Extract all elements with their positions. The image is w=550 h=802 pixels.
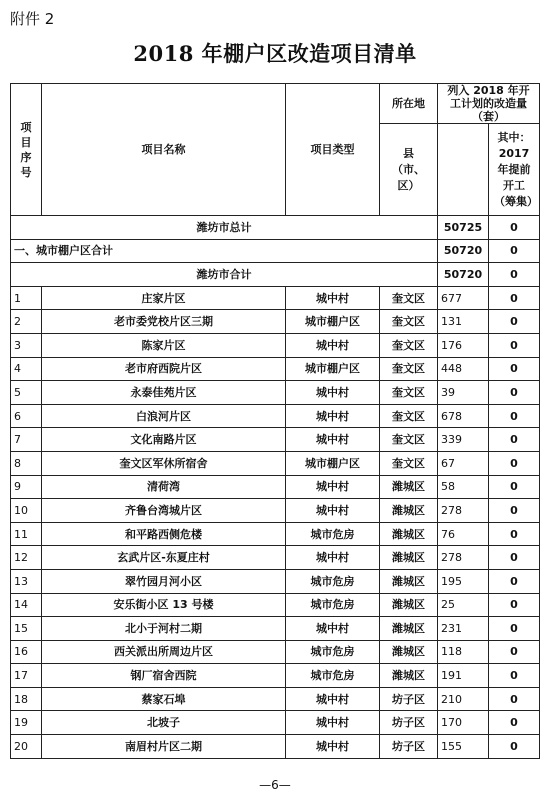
table-row [11, 711, 540, 735]
project-total: 67 [438, 451, 489, 475]
table-row [11, 475, 540, 499]
table-row [11, 451, 540, 475]
row-number: 14 [11, 593, 42, 617]
table-row [11, 404, 540, 428]
project-total: 278 [438, 499, 489, 523]
project-name: 安乐街小区 13 号楼 [42, 593, 286, 617]
project-county: 潍城区 [380, 522, 438, 546]
project-county: 潍城区 [380, 499, 438, 523]
project-total: 155 [438, 735, 489, 759]
project-early: 0 [489, 522, 540, 546]
project-county: 潍城区 [380, 617, 438, 641]
project-type: 城市危房 [286, 664, 380, 688]
table-row [11, 381, 540, 405]
table-row [11, 617, 540, 641]
project-type: 城中村 [286, 428, 380, 452]
project-name: 南眉村片区二期 [42, 735, 286, 759]
project-total: 131 [438, 310, 489, 334]
row-number: 5 [11, 381, 42, 405]
project-total: 170 [438, 711, 489, 735]
project-type: 城市危房 [286, 593, 380, 617]
table-row [11, 286, 540, 310]
project-early: 0 [489, 617, 540, 641]
project-name: 齐鲁台湾城片区 [42, 499, 286, 523]
project-name: 白浪河片区 [42, 404, 286, 428]
header-seq: 项目序号 [11, 84, 42, 216]
header-plan-total [438, 124, 489, 216]
project-total: 76 [438, 522, 489, 546]
summary-row [11, 216, 540, 240]
row-number: 19 [11, 711, 42, 735]
project-total: 448 [438, 357, 489, 381]
project-county: 奎文区 [380, 381, 438, 405]
project-name: 钢厂宿舍西院 [42, 664, 286, 688]
project-name: 玄武片区-东夏庄村 [42, 546, 286, 570]
project-early: 0 [489, 357, 540, 381]
row-number: 1 [11, 286, 42, 310]
project-total: 195 [438, 569, 489, 593]
project-type: 城中村 [286, 711, 380, 735]
project-name: 庄家片区 [42, 286, 286, 310]
header-location-county: 县（市、区） [380, 124, 438, 216]
table-row [11, 428, 540, 452]
project-county: 潍城区 [380, 664, 438, 688]
project-county: 奎文区 [380, 310, 438, 334]
project-early: 0 [489, 711, 540, 735]
project-total: 176 [438, 333, 489, 357]
row-number: 16 [11, 640, 42, 664]
project-name: 蔡家石埠 [42, 687, 286, 711]
project-early: 0 [489, 381, 540, 405]
project-total: 278 [438, 546, 489, 570]
project-early: 0 [489, 640, 540, 664]
summary-early: 0 [489, 263, 540, 287]
project-early: 0 [489, 428, 540, 452]
project-early: 0 [489, 451, 540, 475]
project-name: 北小于河村二期 [42, 617, 286, 641]
row-number: 11 [11, 522, 42, 546]
project-name: 清荷湾 [42, 475, 286, 499]
summary-early: 0 [489, 239, 540, 263]
project-early: 0 [489, 569, 540, 593]
project-early: 0 [489, 286, 540, 310]
summary-row [11, 263, 540, 287]
project-name: 西关派出所周边片区 [42, 640, 286, 664]
project-county: 潍城区 [380, 569, 438, 593]
row-number: 2 [11, 310, 42, 334]
row-number: 13 [11, 569, 42, 593]
project-name: 奎文区军休所宿舍 [42, 451, 286, 475]
summary-early: 0 [489, 216, 540, 240]
project-early: 0 [489, 546, 540, 570]
row-number: 6 [11, 404, 42, 428]
project-total: 678 [438, 404, 489, 428]
row-number: 17 [11, 664, 42, 688]
summary-label: 潍坊市合计 [11, 263, 438, 287]
project-county: 奎文区 [380, 333, 438, 357]
row-number: 12 [11, 546, 42, 570]
row-number: 4 [11, 357, 42, 381]
table-row [11, 357, 540, 381]
project-type: 城市危房 [286, 522, 380, 546]
table-row [11, 499, 540, 523]
project-name: 北坡子 [42, 711, 286, 735]
summary-total: 50720 [438, 263, 489, 287]
header-plan-sub: 其中：2017 年提前开工（筹集） [489, 124, 540, 216]
project-county: 奎文区 [380, 451, 438, 475]
row-number: 7 [11, 428, 42, 452]
project-total: 25 [438, 593, 489, 617]
project-total: 191 [438, 664, 489, 688]
row-number: 10 [11, 499, 42, 523]
project-type: 城市危房 [286, 640, 380, 664]
table-row [11, 687, 540, 711]
page-title: 2018 年棚户区改造项目清单 [133, 41, 417, 66]
project-name: 陈家片区 [42, 333, 286, 357]
project-county: 坊子区 [380, 687, 438, 711]
project-early: 0 [489, 475, 540, 499]
project-type: 城中村 [286, 499, 380, 523]
project-type: 城中村 [286, 546, 380, 570]
project-county: 潍城区 [380, 546, 438, 570]
row-number: 8 [11, 451, 42, 475]
project-type: 城市棚户区 [286, 451, 380, 475]
project-early: 0 [489, 687, 540, 711]
project-total: 58 [438, 475, 489, 499]
project-early: 0 [489, 735, 540, 759]
table-row [11, 735, 540, 759]
table-row [11, 664, 540, 688]
project-type: 城中村 [286, 404, 380, 428]
row-number: 3 [11, 333, 42, 357]
row-number: 15 [11, 617, 42, 641]
project-name: 翠竹园月河小区 [42, 569, 286, 593]
project-early: 0 [489, 499, 540, 523]
project-county: 潍城区 [380, 475, 438, 499]
project-type: 城中村 [286, 617, 380, 641]
header-type: 项目类型 [286, 84, 380, 216]
project-total: 118 [438, 640, 489, 664]
table-row [11, 640, 540, 664]
project-type: 城市棚户区 [286, 357, 380, 381]
project-total: 210 [438, 687, 489, 711]
summary-row [11, 239, 540, 263]
project-county: 奎文区 [380, 428, 438, 452]
project-name: 和平路西侧危楼 [42, 522, 286, 546]
header-plan-group: 列入 2018 年开工计划的改造量（套） [438, 84, 540, 124]
project-county: 潍城区 [380, 593, 438, 617]
project-early: 0 [489, 404, 540, 428]
project-total: 677 [438, 286, 489, 310]
table-row [11, 333, 540, 357]
project-type: 城中村 [286, 475, 380, 499]
project-total: 231 [438, 617, 489, 641]
table-row [11, 593, 540, 617]
project-county: 坊子区 [380, 711, 438, 735]
project-county: 奎文区 [380, 286, 438, 310]
row-number: 9 [11, 475, 42, 499]
table-row [11, 522, 540, 546]
project-early: 0 [489, 333, 540, 357]
project-name: 老市委党校片区三期 [42, 310, 286, 334]
project-name: 老市府西院片区 [42, 357, 286, 381]
summary-total: 50720 [438, 239, 489, 263]
row-number: 18 [11, 687, 42, 711]
project-type: 城中村 [286, 333, 380, 357]
project-county: 潍城区 [380, 640, 438, 664]
header-location-group: 所在地 [380, 84, 438, 124]
attachment-label: 附件 2 [10, 10, 55, 28]
project-type: 城中村 [286, 735, 380, 759]
table-row [11, 546, 540, 570]
table-row [11, 569, 540, 593]
project-name: 文化南路片区 [42, 428, 286, 452]
project-county: 奎文区 [380, 357, 438, 381]
project-type: 城中村 [286, 286, 380, 310]
summary-label: 潍坊市总计 [11, 216, 438, 240]
summary-label: 一、城市棚户区合计 [11, 239, 438, 263]
project-early: 0 [489, 593, 540, 617]
project-early: 0 [489, 310, 540, 334]
project-type: 城市棚户区 [286, 310, 380, 334]
project-early: 0 [489, 664, 540, 688]
project-table [10, 83, 540, 759]
page-number: —6— [259, 778, 291, 792]
project-name: 永泰佳苑片区 [42, 381, 286, 405]
summary-total: 50725 [438, 216, 489, 240]
project-county: 坊子区 [380, 735, 438, 759]
table-row [11, 310, 540, 334]
header-row-1 [11, 84, 540, 124]
project-total: 339 [438, 428, 489, 452]
row-number: 20 [11, 735, 42, 759]
project-type: 城中村 [286, 381, 380, 405]
header-name: 项目名称 [42, 84, 286, 216]
project-county: 奎文区 [380, 404, 438, 428]
project-type: 城中村 [286, 687, 380, 711]
project-type: 城市危房 [286, 569, 380, 593]
project-total: 39 [438, 381, 489, 405]
